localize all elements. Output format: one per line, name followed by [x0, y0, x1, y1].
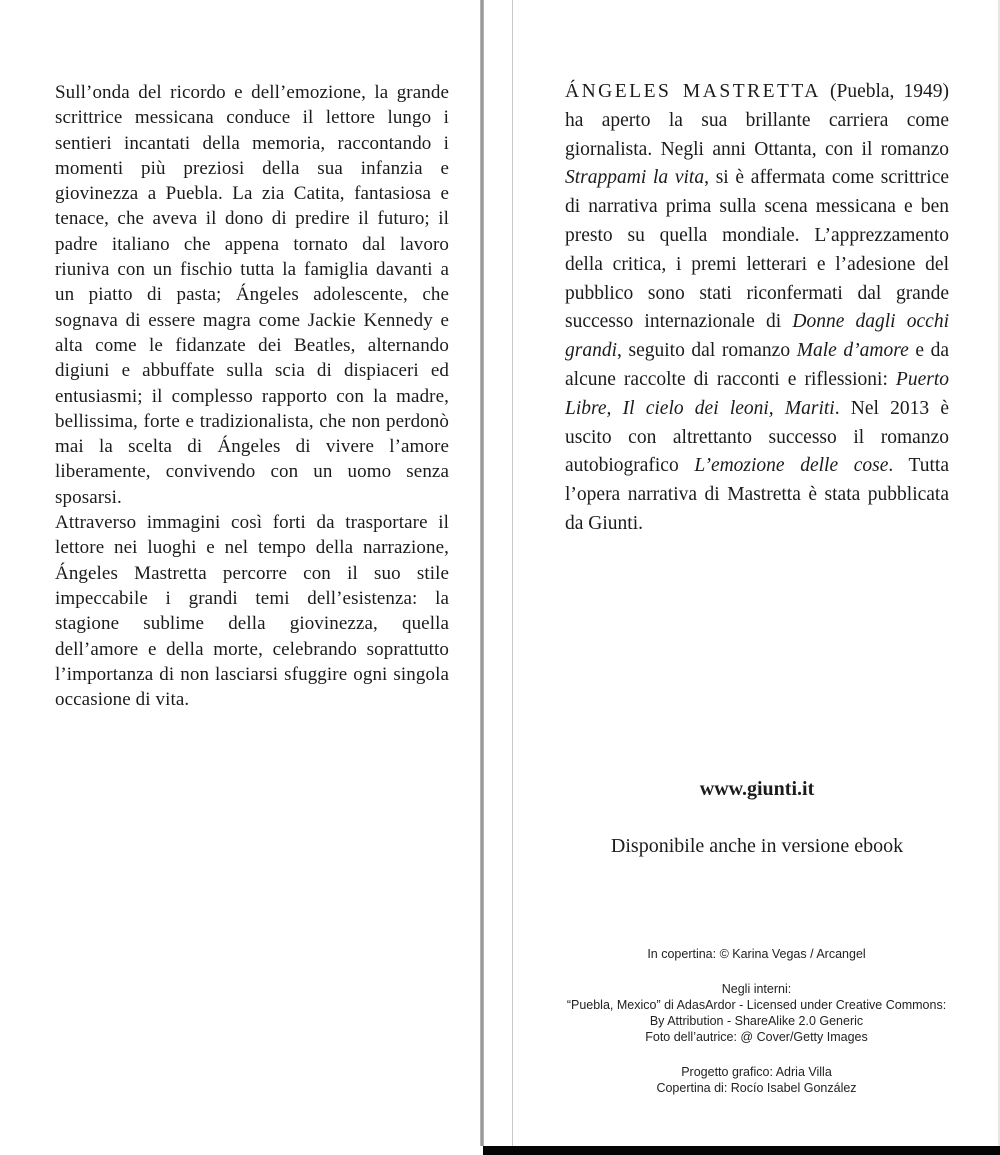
design-credits: [513, 1064, 1000, 1096]
ebook-availability-note: Disponibile anche in versione ebook: [610, 835, 904, 857]
book-title: Strappami la vita: [565, 167, 705, 189]
page-fold-line: [480, 0, 484, 1146]
book-title: Puerto Libre, Il cielo dei leoni, Mariti: [565, 368, 949, 419]
bio-text: , si è affermata come scrittrice di narrativa prima sulla scena messicana e ben presto su quella mondiale. L’apprezzamento della critica, i premi letterari e l’adesione del pubblico sono stati riconfermati dal grande successo internazionale di: [565, 167, 950, 333]
credit-line: “Puebla, Mexico” di AdasArdor - Licensed under Creative Commons:: [566, 998, 947, 1012]
synopsis-paragraph-2: Attraverso immagini così forti da trasportare il lettore nei luoghi e nel tempo della narrazione, Ángeles Mastretta percorre con il suo stile impeccabile i grandi temi dell’esistenza: la stagione sublime della giovinezza, quella dell’amore e della morte, celebrando soprattutto l’importanza di non lasciarsi sfuggire ogni singola occasione di vita.: [55, 512, 449, 711]
bio-text: e da alcune raccolte di racconti e riflessioni:: [565, 340, 950, 390]
left-page: [55, 80, 449, 712]
book-title: L’emozione delle cose: [694, 455, 889, 477]
book-title: Male d’amore: [796, 340, 909, 362]
credits-block: [513, 946, 1000, 1115]
bio-text: . Nel 2013 è uscito con altrettanto successo il romanzo autobiografico: [565, 397, 949, 477]
author-bio: [565, 78, 949, 539]
credit-line: Progetto grafico: Adria Villa: [681, 1065, 832, 1079]
interior-credits: [513, 981, 1000, 1045]
synopsis-paragraph-1: Sull’onda del ricordo e dell’emozione, la grande scrittrice messicana conduce il lettore lungo i sentieri incantati della memoria, raccontando i momenti più preziosi della sua infanzia e giovinezza a Puebla. La zia Catita, fantasiosa e tenace, che aveva il dono di predire il futuro; il padre italiano che appena tornato dal lavoro riuniva con un fischio tutta la famiglia davanti a un piatto di pasta; Ángeles adolescente, che sognava di essere magra come Jackie Kennedy e alta come le fidanzate dei Beatles, alternando digiuni e abbuffate sulla scia di dispiaceri ed entusiasmi; il complesso rapporto con la madre, bellissima, forte e tradizionalista, che non perdonò mai la scelta di Ángeles di vivere l’amore liberamente, convivendo con un uomo senza sposarsi.: [55, 82, 449, 508]
credit-line: Foto dell’autrice: @ Cover/Getty Images: [645, 1030, 868, 1044]
bio-text: , seguito dal romanzo: [617, 340, 797, 362]
scan-black-bar: [483, 1146, 1000, 1155]
publisher-website: www.giunti.it: [699, 778, 815, 800]
right-page: [513, 0, 1000, 1146]
author-name: ÁNGELES MASTRETTA: [565, 81, 821, 102]
credit-line: Negli interni:: [721, 982, 792, 996]
credit-line: By Attribution - ShareAlike 2.0 Generic: [649, 1014, 864, 1028]
bio-text: . Tutta l’opera narrativa di Mastretta è stata pubblicata da Giunti.: [565, 455, 949, 534]
book-title: Donne dagli occhi grandi: [565, 311, 949, 362]
cover-credit: In copertina: © Karina Vegas / Arcangel: [647, 947, 866, 961]
credit-line: Copertina di: Rocío Isabel González: [656, 1081, 857, 1095]
bio-text: (Puebla, 1949) ha aperto la sua brillante carriera come giornalista. Negli anni Ottanta, con il romanzo: [565, 81, 950, 160]
